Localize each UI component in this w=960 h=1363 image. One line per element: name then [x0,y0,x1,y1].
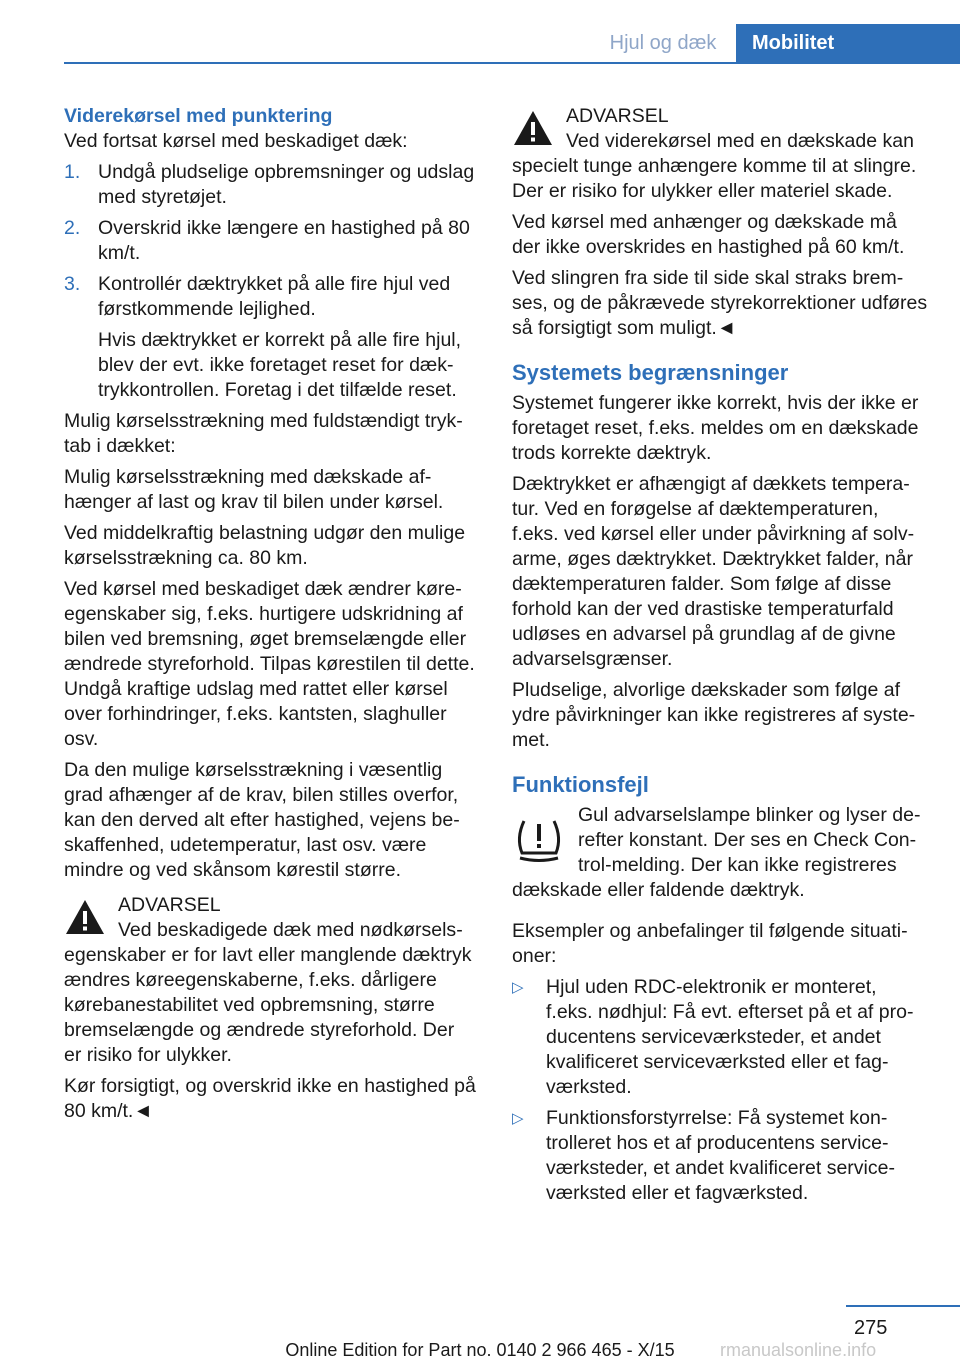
left-column [64,104,476,1130]
paragraph: Dæktrykket er afhængigt af dækkets temperatur. Ved en forøgelse af dæktemperaturen, f.eks. ved kørsel eller under påvirkning af solvarme, øges dæktrykket. Dæktrykket falder, når dæktemperaturen falder. Som følge af disse forhold kan der ved drastiske temperaturfald udløses en advarsel på grundlag af de givne advarselsgrænser. [512,473,915,670]
paragraph: Da den mulige kørselsstrækning i væsentlig grad afhænger af de krav, bilen stilles overfor, kan den derved alt efter hastighed, vejens beskaffenhed, udetemperatur, last osv. være mindre og ved skånsom kørestil større. [64,759,460,881]
step-number: 2. [64,217,81,239]
step-text: Overskrid ikke længere en hastighed på 80 km/t. [98,217,470,264]
fault-block [512,803,928,909]
edition-footer: Online Edition for Part no. 0140 2 966 465 - X/15 [285,1340,675,1360]
step-note: Hvis dæktrykket er korrekt på alle fire hjul, blev der evt. ikke foretaget reset for dæktrykkontrollen. Foretag i det tilfælde reset. [98,329,462,401]
triangle-bullet-icon: ▷ [512,1110,524,1127]
header-tab-chapter: Mobilitet [736,24,960,62]
step-text: Undgå pludselige opbremsninger og udslag med styretøjet. [98,161,475,208]
warning-end: Kør forsigtigt, og overskrid ikke en hastighed på 80 km/t.◄ [64,1075,476,1122]
paragraph: Ved kørsel med beskadiget dæk ændrer køreegenskaber sig, f.eks. hurtigere udskridning af bilen ved bremsning, øget bremselængde eller ændrede styreforhold. Tilpas kørestilen til dette. Undgå kraftige udslag med rattet eller kørsel over forhindringer, f.eks. kantsten, slaghuller osv. [64,578,475,750]
warning-triangle-icon [64,897,106,937]
tire-pressure-warning-icon [512,811,566,865]
warning-block [512,104,928,341]
header-tab-section: Hjul og dæk [609,32,717,54]
bullet-list [512,975,928,1206]
paragraph: Ved middelkraftig belastning udgør den mulige kørselsstrækning ca. 80 km. [64,522,466,569]
warning-block [64,893,476,1124]
paragraph: Mulig kørselsstrækning med dækskade afhænger af last og krav til bilen under kørsel. [64,466,444,513]
fault-text: Gul advarselslampe blinker og lyser derefter konstant. Der ses en Check Control-melding. Der kan ikke registreres dækskade eller faldende dæktryk. [512,804,921,901]
footer-rule [846,1305,960,1307]
paragraph: Mulig kørselsstrækning med fuldstændigt tryktab i dækket: [64,410,463,457]
bullet-text: Hjul uden RDC-elektronik er monteret, f.eks. nødhjul: Få evt. efterset på et af producentens serviceværksteder, et andet kvalificeret serviceværksted eller et fagværksted. [546,976,914,1098]
warning-body: Ved viderekørsel med en dækskade kan specielt tunge anhængere komme til at slingre. Der er risiko for ulykker eller materiel skade. [512,130,917,202]
watermark-text: rmanualsonline.info [720,1340,877,1360]
warning-triangle-icon [512,108,554,148]
warning-paragraph: Ved kørsel med anhænger og dækskade må der ikke overskrides en hastighed på 60 km/t. [512,211,905,258]
list-item [64,216,476,266]
header-rule [64,62,960,64]
steps-list [64,160,476,403]
paragraph: Systemet fungerer ikke korrekt, hvis der ikke er foretaget reset, f.eks. meldes om en dækskade trods korrekte dæktryk. [512,392,919,464]
warning-body: Ved beskadigede dæk med nødkørselsegenskaber er for lavt eller manglende dæktryk ændres køreegenskaberne, f.eks. dårligere kørebanestabilitet ved opbremsning, større bremselængde og ændrede styreforhold. Der er risiko for ulykker. [64,919,472,1066]
triangle-bullet-icon: ▷ [512,979,524,996]
warning-title: ADVARSEL [118,894,221,916]
heading-malfunction: Funktionsfejl [512,772,649,797]
list-item [64,160,476,210]
intro-text: Ved fortsat kørsel med beskadiget dæk: [64,130,408,152]
step-number: 1. [64,161,81,183]
paragraph: Pludselige, alvorlige dækskader som følge af ydre påvirkninger kan ikke registreres af systemet. [512,679,916,751]
examples-intro: Eksempler og anbefalinger til følgende situationer: [512,920,908,967]
page-number: 275 [854,1317,888,1339]
list-item [512,975,928,1100]
step-number: 3. [64,273,81,295]
warning-title: ADVARSEL [566,105,669,127]
right-column [512,104,928,1212]
step-text: Kontrollér dæktrykket på alle fire hjul ved førstkommende lejlighed. [98,273,451,320]
list-item [64,272,476,403]
warning-paragraph: Ved slingren fra side til side skal straks bremses, og de påkrævede styrekorrektioner udføres så forsigtigt som muligt.◄ [512,267,928,339]
subheading-flat-tire: Viderekørsel med punktering [64,105,333,127]
heading-system-limits: Systemets begrænsninger [512,360,789,385]
list-item [512,1106,928,1206]
bullet-text: Funktionsforstyrrelse: Få systemet kontrolleret hos et af producentens serviceværksteder, et andet kvalificeret serviceværksted eller et fagværksted. [546,1107,895,1204]
